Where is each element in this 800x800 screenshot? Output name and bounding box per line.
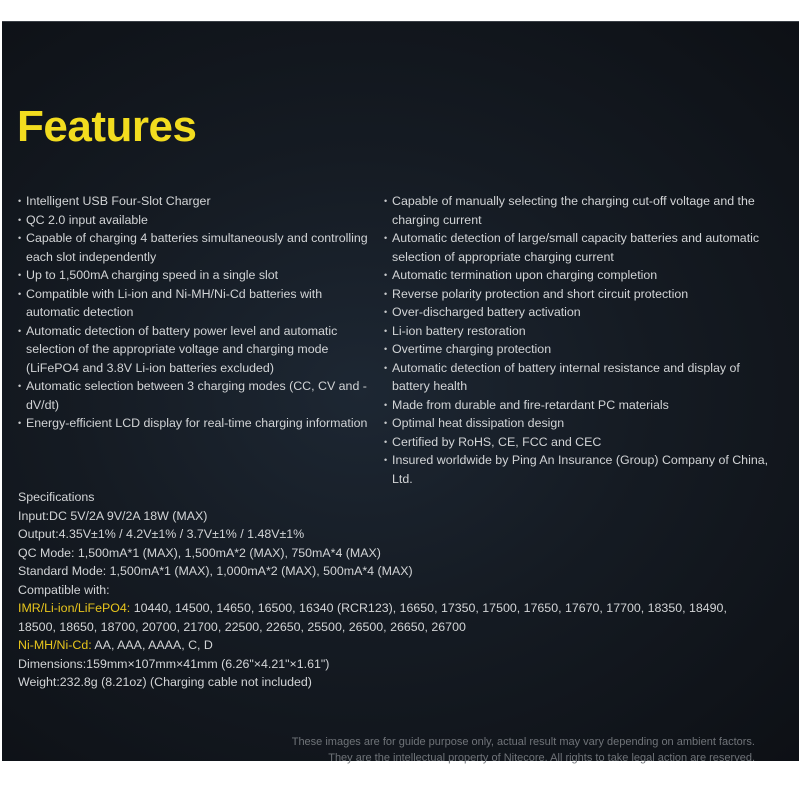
disclaimer-line: They are the intellectual property of Nitecore. All rights to take legal action are reserved.	[328, 752, 755, 764]
feature-item: • Automatic termination upon charging completion	[384, 266, 776, 285]
features-panel	[2, 21, 799, 764]
liion-label: IMR/Li-ion/LiFePO4:	[18, 601, 131, 615]
feature-item: • Made from durable and fire-retardant PC materials	[384, 396, 776, 415]
feature-item: • Over-discharged battery activation	[384, 303, 776, 322]
feature-item: • Li-ion battery restoration	[384, 322, 776, 341]
feature-item: • Automatic selection between 3 charging modes (CC, CV and -dV/dt)	[18, 377, 368, 414]
spec-output: Output:4.35V±1% / 4.2V±1% / 3.7V±1% / 1.48V±1%	[18, 527, 305, 541]
specs-heading: Specifications	[18, 490, 95, 504]
feature-item: • QC 2.0 input available	[18, 211, 368, 230]
feature-item: • Insured worldwide by Ping An Insurance (Group) Company of China, Ltd.	[384, 451, 776, 488]
compatible-nimh	[18, 636, 788, 655]
feature-item: • Reverse polarity protection and short circuit protection	[384, 285, 776, 304]
compatible-heading: Compatible with:	[18, 582, 110, 597]
feature-item: • Certified by RoHS, CE, FCC and CEC	[384, 433, 776, 452]
compatible-liion	[18, 599, 738, 636]
feature-item: • Compatible with Li-ion and Ni-MH/Ni-Cd batteries with automatic detection	[18, 285, 368, 322]
feature-item: • Up to 1,500mA charging speed in a single slot	[18, 266, 368, 285]
spec-standard-mode: Standard Mode: 1,500mA*1 (MAX), 1,000mA*2 (MAX), 500mA*4 (MAX)	[18, 564, 413, 578]
disclaimer	[292, 734, 755, 766]
feature-item: • Optimal heat dissipation design	[384, 414, 776, 433]
feature-item: • Automatic detection of battery internal resistance and display of battery health	[384, 359, 776, 396]
features-list-right	[384, 192, 776, 488]
feature-item: • Automatic detection of battery power level and automatic selection of the appropriate voltage and charging mode (LiFePO4 and 3.8V Li-ion batteries excluded)	[18, 322, 368, 378]
disclaimer-line: These images are for guide purpose only, actual result may vary depending on ambient factors.	[291, 736, 755, 748]
spec-weight: Weight:232.8g (8.21oz) (Charging cable not included)	[18, 675, 312, 689]
feature-item: • Capable of charging 4 batteries simultaneously and controlling each slot independently	[18, 229, 368, 266]
spec-qc-mode: QC Mode: 1,500mA*1 (MAX), 1,500mA*2 (MAX), 750mA*4 (MAX)	[18, 545, 381, 560]
feature-item: • Capable of manually selecting the charging cut-off voltage and the charging current	[384, 192, 776, 229]
feature-item: • Energy-efficient LCD display for real-time charging information	[18, 414, 368, 433]
nimh-sizes: AA, AAA, AAAA, C, D	[91, 638, 213, 652]
page-title: Features	[17, 102, 197, 151]
feature-item: • Intelligent USB Four-Slot Charger	[18, 192, 368, 211]
spec-input: Input:DC 5V/2A 9V/2A 18W (MAX)	[18, 508, 208, 523]
feature-item: • Automatic detection of large/small capacity batteries and automatic selection of appropriate charging current	[384, 229, 776, 266]
spec-dimensions: Dimensions:159mm×107mm×41mm (6.26"×4.21"×1.61")	[18, 656, 330, 671]
specifications-section	[18, 488, 788, 692]
nimh-label: Ni-MH/Ni-Cd:	[18, 638, 92, 652]
features-list-left	[18, 192, 368, 433]
liion-sizes: 10440, 14500, 14650, 16500, 16340 (RCR123), 16650, 17350, 17500, 17650, 17670, 17700, 18350, 18490, 18500, 18650, 18700, 20700, 21700, 22500, 22650, 25500, 26500, 26650, 26700	[18, 601, 727, 634]
feature-item: • Overtime charging protection	[384, 340, 776, 359]
